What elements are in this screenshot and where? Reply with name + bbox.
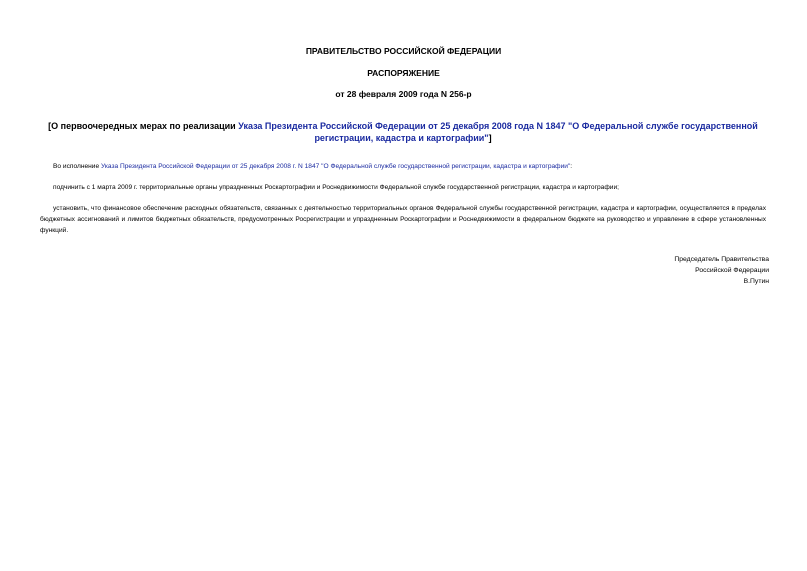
paragraph-preamble-suffix: :	[570, 163, 573, 170]
signature-country: Российской Федерации	[695, 267, 769, 274]
title-suffix: ]	[488, 133, 492, 143]
signature-block	[674, 254, 769, 287]
paragraph-preamble-prefix: Во исполнение	[53, 163, 101, 170]
paragraph-financing: установить, что финансовое обеспечение расходных обязательств, связанных с деятельностью территориальных органов Федеральной службы государственной регистрации, кадастра и картографии, осуществляется в пределах бюджетных ассигнований и лимитов бюджетных обязательств, предусмотренных Росрегистрации и упраздненным Роскартографии и Роснедвижимости в федеральном бюджете на руководство и управление в сфере установленных функций.	[40, 205, 766, 234]
document-date: от 28 февраля 2009 года N 256-р	[335, 89, 472, 99]
document-type: РАСПОРЯЖЕНИЕ	[367, 68, 440, 78]
decree-link[interactable]: Указа Президента Российской Федерации от 25 декабря 2008 года N 1847 "О Федеральной службе государственной регистрации, кадастра и картографии"	[238, 121, 758, 143]
paragraph-subordinate: подчинить с 1 марта 2009 г. территориальные органы упраздненных Роскартографии и Роснедвижимости Федеральной службе государственной регистрации, кадастра и картографии;	[53, 184, 619, 191]
preamble-decree-link[interactable]: Указа Президента Российской Федерации от 25 декабря 2008 г. N 1847 "О Федеральной службе государственной регистрации, кадастра и картографии"	[100, 163, 571, 170]
paragraph-preamble	[40, 161, 766, 172]
document-title	[48, 120, 758, 144]
signature-position: Председатель Правительства	[674, 256, 769, 263]
signature-name: В.Путин	[743, 278, 769, 285]
title-prefix: [О первоочередных мерах по реализации	[48, 121, 239, 131]
issuing-authority: ПРАВИТЕЛЬСТВО РОССИЙСКОЙ ФЕДЕРАЦИИ	[305, 46, 502, 56]
